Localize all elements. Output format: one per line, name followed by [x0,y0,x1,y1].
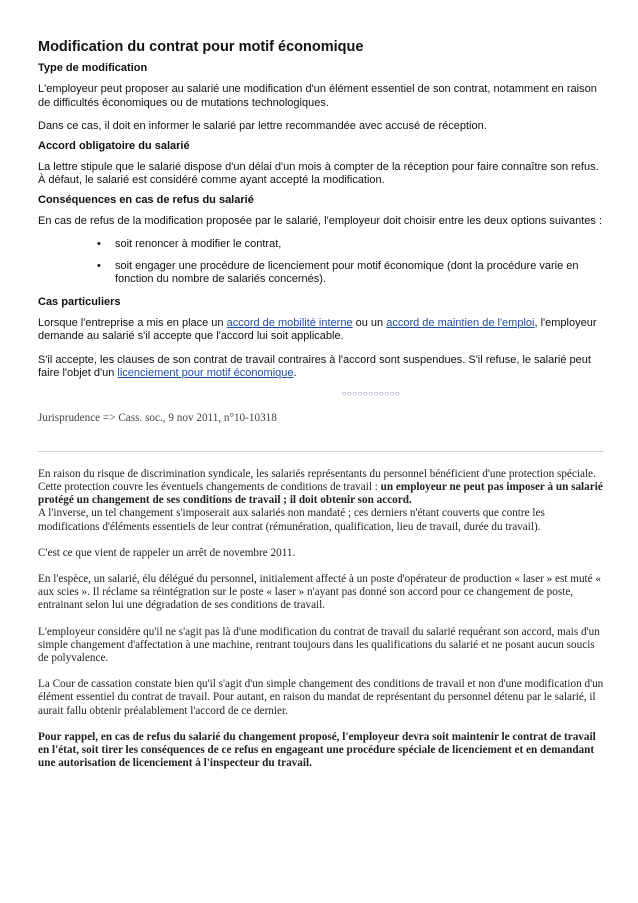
text-run: En raison du risque de discrimination syndicale, les salariés représentants du personnel bénéficient d'une protection spéciale. Cette protection couvre les éventuels changements de conditions de travail : [38,467,596,493]
paragraph-type-1: L'employeur peut proposer au salarié une modification d'un élément essentiel de son contrat, notamment en raison de difficultés économiques ou de mutations technologiques. [38,83,597,109]
jurisprudence-reference: Jurisprudence => Cass. soc., 9 nov 2011, n°10-10318 [38,411,277,424]
paragraph-refus-1: En cas de refus de la modification proposée par le salarié, l'employeur doit choisir entre les deux options suivantes : [38,214,603,227]
section-heading-accord: Accord obligatoire du salarié [38,139,190,152]
section-heading-refus: Conséquences en cas de refus du salarié [38,193,254,206]
paragraph-accord-1: La lettre stipule que le salarié dispose d'un délai d'un mois à compter de la réception pour faire connaître son refus. À défaut, le salarié est considéré comme ayant accepté la modification. [38,160,599,186]
section-heading-cas: Cas particuliers [38,295,121,308]
jurisprudence-paragraph-5: La Cour de cassation constate bien qu'il s'agit d'un simple changement des conditions de travail et non d'une modification d'un élément essentiel du contrat de travail. Pour autant, en raison du mandat de représentant du personnel détenu par le salarié, il aurait fallu obtenir préalablement l'accord de ce dernier. [38,678,604,717]
text-run: S'il accepte, les clauses de son contrat de travail contraires à l'accord sont suspendues. S'il refuse, le salarié peut faire l'objet d'un [38,353,591,379]
text-run: A l'inverse, un tel changement s'imposerait aux salariés non mandaté ; ces derniers n'étant couverts que contre les modifications d'éléments essentiels de leur contrat (rémunération, qualification, lieu de travail, durée du travail). [38,507,545,533]
text-run: , l'employeur demande au salarié s'il accepte que l'accord lui soit applicable. [38,316,597,342]
list-item [97,259,604,287]
page-title: Modification du contrat pour motif économique [38,39,364,55]
bold-text: un employeur ne peut pas imposer à un salarié protégé un changement de ses conditions de travail ; il doit obtenir son accord. [38,480,603,507]
jurisprudence-paragraph-6: Pour rappel, en cas de refus du salarié du changement proposé, l'employeur devra soit maintenir le contrat de travail en l'état, soit tirer les conséquences de ce refus en engageant une procédure spéciale de licenciement et en demandant une autorisation de licenciement à l'inspecteur du travail. [38,730,596,770]
paragraph-type-2: Dans ce cas, il doit en informer le salarié par lettre recommandée avec accusé de réception. [38,120,487,132]
divider [38,451,604,452]
link-accord-mobilite[interactable]: accord de mobilité interne [226,316,353,329]
refus-options-list [38,238,604,287]
paragraph-cas-1 [38,317,604,344]
document-page [38,38,604,783]
text-run: . [293,367,297,379]
bullet-icon: • [97,238,101,250]
list-item [97,238,604,252]
jurisprudence-paragraph-4: L'employeur considère qu'il ne s'agit pas là d'une modification du contrat de travail du salarié requérant son accord, mais d'un simple changement d'affectation à une machine, rentrant toujours dans les qualifications du salarié et ne posant aucun soucis de polyvalence. [38,625,600,664]
text-run: ou un [352,316,387,329]
jurisprudence-paragraph-2: C'est ce que vient de rappeler un arrêt de novembre 2011. [38,546,296,559]
paragraph-cas-2 [38,354,604,381]
jurisprudence-paragraph-3: En l'espèce, un salarié, élu délégué du personnel, initialement affecté à un poste d'opérateur de production « laser » est muté « aux scies ». Il réclame sa réintégration sur le poste « laser » n'ayant pas donné son accord pour ce changement de poste, entrainant selon lui une dégradation de ses conditions de travail. [38,572,601,612]
list-item-text: soit engager une procédure de licenciement pour motif économique (dont la procédure varie en fonction du nombre de salariés concernés). [115,259,579,285]
section-heading-type: Type de modification [38,62,148,74]
list-item-text: soit renoncer à modifier le contrat, [115,238,282,250]
bullet-icon: • [97,259,101,272]
jurisprudence-paragraph-1 [38,468,604,534]
link-licenciement[interactable]: licenciement pour motif économique [117,367,294,379]
link-accord-maintien[interactable]: accord de maintien de l'emploi [386,316,535,329]
text-run: Lorsque l'entreprise a mis en place un [38,316,227,329]
separator: ○○○○○○○○○○○ [341,388,401,398]
